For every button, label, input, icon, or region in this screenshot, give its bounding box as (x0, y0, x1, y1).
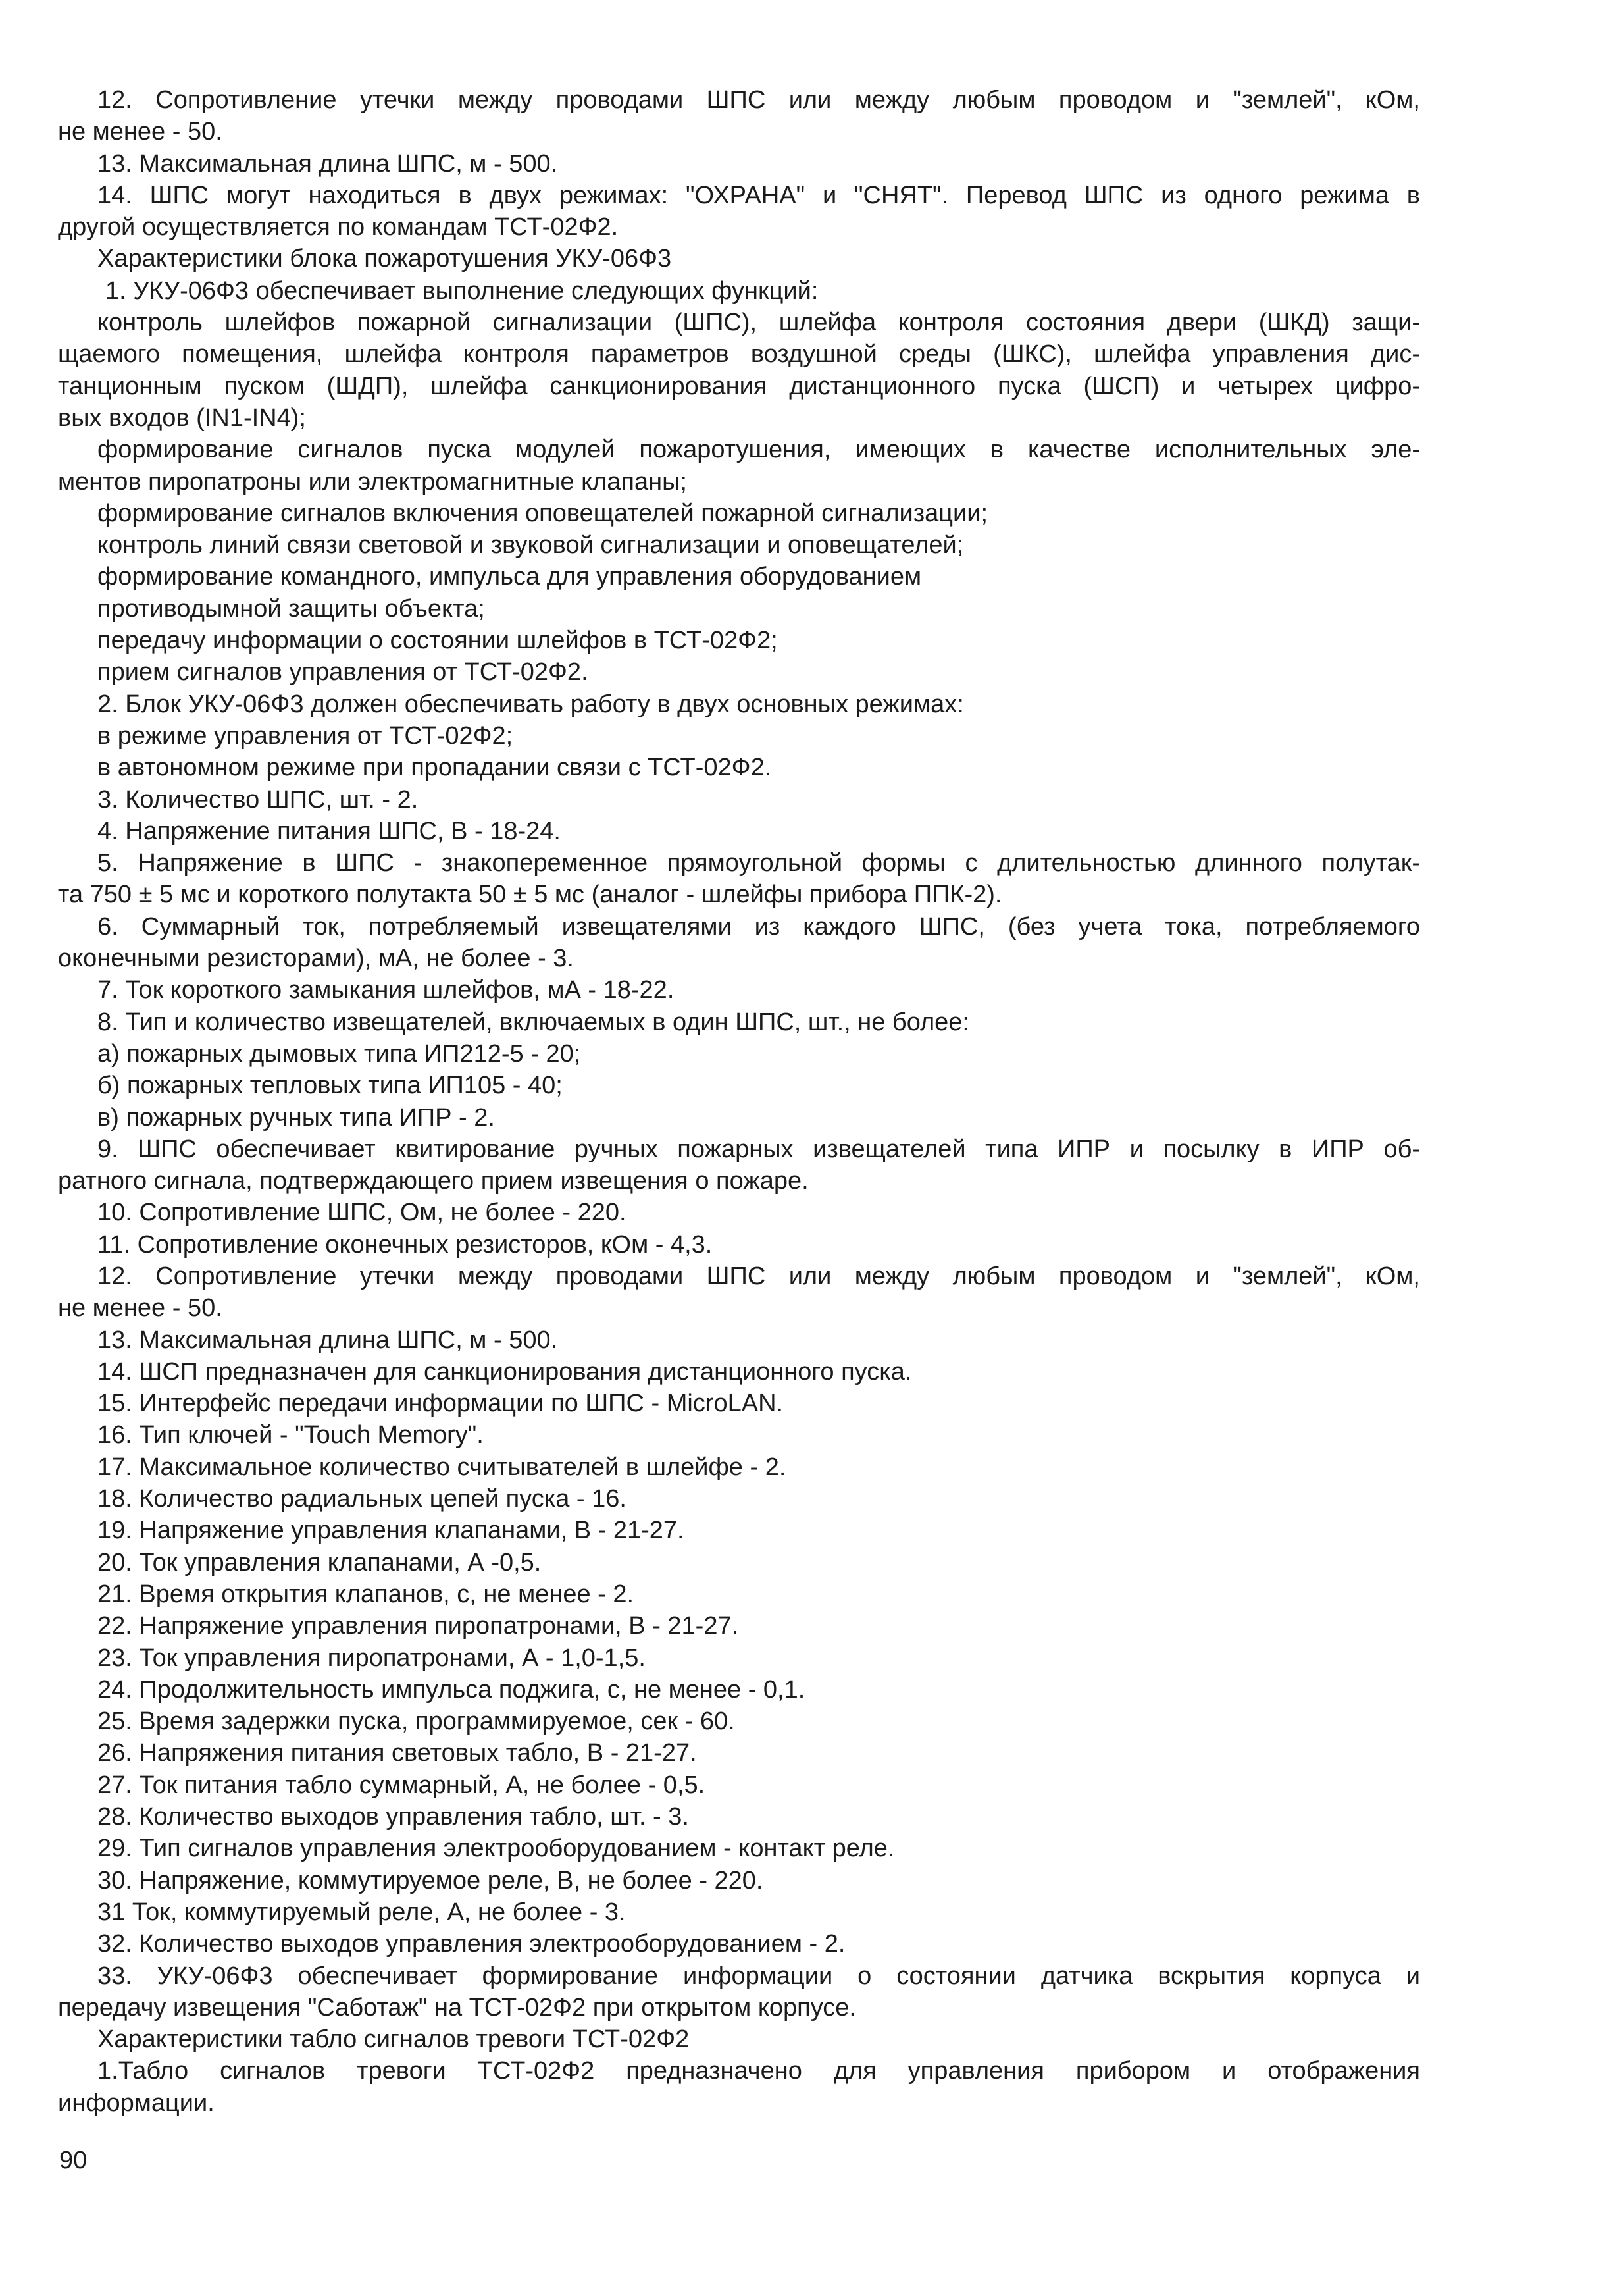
text-line: 23. Ток управления пиропатронами, А - 1,0-1,5. (97, 1644, 646, 1672)
text-line: 10. Сопротивление ШПС, Ом, не более - 220. (97, 1199, 626, 1227)
text-line: 8. Тип и количество извещателей, включаемых в один ШПС, шт., не более: (97, 1008, 969, 1036)
text-line: б) пожарных тепловых типа ИП105 - 40; (97, 1072, 563, 1100)
text-line: 22. Напряжение управления пиропатронами, В - 21-27. (97, 1612, 739, 1640)
text-line: 33. УКУ-06Ф3 обеспечивает формирование информации о состоянии датчика вскрытия корпуса и (97, 1962, 1420, 1990)
section-heading: Характеристики блока пожаротушения УКУ-06Ф3 (97, 245, 672, 273)
text-line: 13. Максимальная длина ШПС, м - 500. (97, 149, 558, 178)
text-line: формирование командного, импульса для управления оборудованием (97, 563, 922, 591)
text-line: противодымной защиты объекта; (97, 594, 485, 623)
text-line: 17. Максимальное количество считывателей в шлейфе - 2. (97, 1453, 786, 1481)
text-line: 14. ШСП предназначен для санкционирования дистанционного пуска. (97, 1357, 912, 1386)
section-heading: Характеристики табло сигналов тревоги ТСТ-02Ф2 (97, 2025, 690, 2054)
text-line: 13. Максимальная длина ШПС, м - 500. (97, 1326, 558, 1354)
text-line: 30. Напряжение, коммутируемое реле, В, не более - 220. (97, 1866, 763, 1894)
text-line: формирование сигналов пуска модулей пожаротушения, имеющих в качестве исполнительных эле- (97, 436, 1420, 464)
text-line: другой осуществляется по командам ТСТ-02Ф2. (58, 213, 619, 242)
text-line: 20. Ток управления клапанами, А -0,5. (97, 1548, 542, 1577)
text-line: 19. Напряжение управления клапанами, В - 21-27. (97, 1517, 684, 1545)
text-line: 9. ШПС обеспечивает квитирование ручных пожарных извещателей типа ИПР и посылку в ИПР об- (97, 1135, 1420, 1163)
text-line: а) пожарных дымовых типа ИП212-5 - 20; (97, 1039, 581, 1068)
text-line: 12. Сопротивление утечки между проводами ШПС или между любым проводом и "землей", кОм, (97, 1262, 1420, 1290)
text-line: 26. Напряжения питания световых табло, В - 21-27. (97, 1739, 697, 1767)
text-line: 32. Количество выходов управления электрооборудованием - 2. (97, 1930, 846, 1958)
text-line: 2. Блок УКУ-06Ф3 должен обеспечивать работу в двух основных режимах: (97, 690, 964, 718)
text-line: 7. Ток короткого замыкания шлейфов, мА - 18-22. (97, 976, 675, 1004)
text-line: 31 Ток, коммутируемый реле, А, не более - 3. (97, 1898, 626, 1926)
document-body (58, 84, 1420, 2119)
text-line: 12. Сопротивление утечки между проводами ШПС или между любым проводом и "землей", кОм, (97, 86, 1420, 114)
text-line: в автономном режиме при пропадании связи с ТСТ-02Ф2. (97, 754, 772, 782)
text-line: щаемого помещения, шлейфа контроля параметров воздушной среды (ШКС), шлейфа управления дис- (58, 340, 1420, 369)
text-line: оконечными резисторами), мА, не более - 3. (58, 945, 574, 973)
text-line: формирование сигналов включения оповещателей пожарной сигнализации; (97, 499, 988, 527)
text-line: 29. Тип сигналов управления электрооборудованием - контакт реле. (97, 1835, 895, 1863)
text-line: 5. Напряжение в ШПС - знакопеременное прямоугольной формы с длительностью длинного полутак- (97, 849, 1420, 877)
text-line: передачу информации о состоянии шлейфов в ТСТ-02Ф2; (97, 627, 778, 655)
text-line: 1. УКУ-06Ф3 обеспечивает выполнение следующих функций: (105, 276, 819, 305)
text-line: 27. Ток питания табло суммарный, А, не более - 0,5. (97, 1771, 705, 1799)
text-line: 3. Количество ШПС, шт. - 2. (97, 785, 419, 814)
text-line: 1.Табло сигналов тревоги ТСТ-02Ф2 предназначено для управления прибором и отображения (97, 2057, 1420, 2085)
text-line: 28. Количество выходов управления табло, шт. - 3. (97, 1803, 689, 1831)
text-line: не менее - 50. (58, 1294, 222, 1322)
text-line: вых входов (IN1-IN4); (58, 404, 306, 432)
text-line: ментов пиропатроны или электромагнитные клапаны; (58, 467, 687, 496)
text-line: 16. Тип ключей - "Touch Memory". (97, 1421, 484, 1449)
text-line: 6. Суммарный ток, потребляемый извещателями из каждого ШПС, (без учета тока, потребляемого (97, 912, 1420, 941)
page-number: 90 (59, 2147, 88, 2174)
text-line: 18. Количество радиальных цепей пуска - 16. (97, 1485, 626, 1513)
text-line: 21. Время открытия клапанов, с, не менее - 2. (97, 1580, 634, 1608)
text-line: информации. (58, 2089, 215, 2117)
text-line: передачу извещения "Саботаж" на ТСТ-02Ф2 при открытом корпусе. (58, 1993, 856, 2022)
text-line: в) пожарных ручных типа ИПР - 2. (97, 1103, 495, 1132)
text-line: танционным пуском (ШДП), шлейфа санкционирования дистанционного пуска (ШСП) и четырех цифро- (58, 372, 1420, 400)
text-line: ратного сигнала, подтверждающего прием извещения о пожаре. (58, 1167, 809, 1195)
text-line: 24. Продолжительность импульса поджига, с, не менее - 0,1. (97, 1675, 805, 1704)
text-line: 4. Напряжение питания ШПС, В - 18-24. (97, 817, 561, 845)
text-line: 15. Интерфейс передачи информации по ШПС - MicroLAN. (97, 1390, 784, 1418)
text-line: в режиме управления от ТСТ-02Ф2; (97, 721, 513, 750)
text-line: 14. ШПС могут находиться в двух режимах: "ОХРАНА" и "СНЯТ". Перевод ШПС из одного режима в (97, 181, 1420, 209)
text-line: контроль шлейфов пожарной сигнализации (ШПС), шлейфа контроля состояния двери (ШКД) защи- (97, 309, 1420, 337)
text-line: прием сигналов управления от ТСТ-02Ф2. (97, 658, 588, 687)
text-line: 25. Время задержки пуска, программируемое, сек - 60. (97, 1708, 735, 1736)
text-line: та 750 ± 5 мс и короткого полутакта 50 ± 5 мс (аналог - шлейфы прибора ППК-2). (58, 881, 1002, 909)
text-line: не менее - 50. (58, 118, 222, 146)
text-line: контроль линий связи световой и звуковой сигнализации и оповещателей; (97, 531, 964, 560)
text-line: 11. Сопротивление оконечных резисторов, кОм - 4,3. (97, 1230, 713, 1259)
